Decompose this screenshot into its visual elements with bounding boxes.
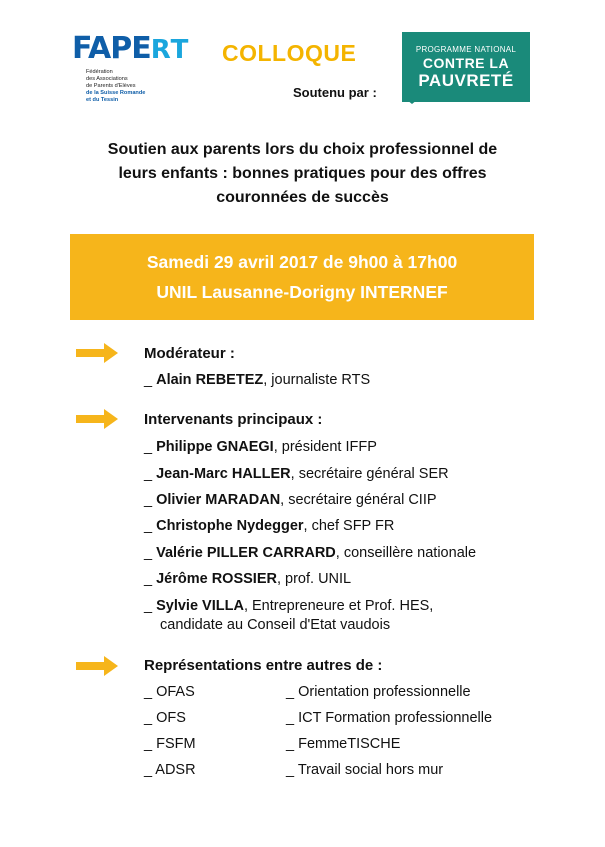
moderateur-entry: _ Alain REBETEZ, journaliste RTS bbox=[144, 372, 371, 388]
partner-logo-corner bbox=[402, 96, 422, 104]
intervenants-heading: Intervenants principaux : bbox=[144, 411, 323, 428]
speaker-entry: _ Jean-Marc HALLER, secrétaire général SER bbox=[144, 466, 449, 482]
arrow-icon bbox=[76, 409, 118, 429]
arrow-icon bbox=[76, 343, 118, 363]
soutenu-label: Soutenu par : bbox=[293, 85, 377, 100]
speaker-entry: _ Christophe Nydegger, chef SFP FR bbox=[144, 518, 395, 534]
speaker-entry: _ Sylvie VILLA, Entrepreneure et Prof. HES, bbox=[144, 598, 434, 614]
representations-heading: Représentations entre autres de : bbox=[144, 657, 383, 674]
representation-item: _ OFS bbox=[144, 710, 186, 726]
representation-item: _ FemmeTISCHE bbox=[286, 736, 401, 752]
date-banner bbox=[70, 234, 534, 320]
speaker-entry: _ Jérôme ROSSIER, prof. UNIL bbox=[144, 571, 352, 587]
logo-tagline: Fédération des Associations de Parents d'Elèves de la Suisse Romande et du Tessin bbox=[86, 69, 146, 103]
arrow-icon bbox=[76, 656, 118, 676]
representation-item: _ ADSR bbox=[144, 762, 196, 778]
representation-item: _ FSFM bbox=[144, 736, 196, 752]
speaker-entry: _ Philippe GNAEGI, président IFFP bbox=[144, 439, 377, 455]
speaker-entry: _ Olivier MARADAN, secrétaire général CIIP bbox=[144, 492, 437, 508]
logo-wordmark: FAPERT bbox=[72, 31, 190, 66]
partner-logo: PROGRAMME NATIONAL CONTRE LA PAUVRETÉ bbox=[402, 32, 530, 102]
representation-item: _ Orientation professionnelle bbox=[286, 684, 471, 700]
representation-item: _ ICT Formation professionnelle bbox=[286, 710, 493, 726]
fapert-logo bbox=[72, 31, 192, 104]
event-subtitle: Soutien aux parents lors du choix professionnel de leurs enfants : bonnes pratiques pour des offres couronnées de succès bbox=[107, 141, 498, 206]
moderateur-heading: Modérateur : bbox=[144, 345, 235, 362]
representation-item: _ Travail social hors mur bbox=[286, 762, 444, 778]
event-date: Samedi 29 avril 2017 de 9h00 à 17h00 bbox=[146, 252, 458, 272]
speaker-entry: _ Valérie PILLER CARRARD, conseillère nationale bbox=[144, 545, 477, 561]
colloque-title: COLLOQUE bbox=[222, 40, 357, 66]
event-place: UNIL Lausanne-Dorigny INTERNEF bbox=[156, 282, 448, 302]
speaker-entry-continuation: candidate au Conseil d'Etat vaudois bbox=[160, 617, 391, 633]
representation-item: _ OFAS bbox=[144, 684, 195, 700]
